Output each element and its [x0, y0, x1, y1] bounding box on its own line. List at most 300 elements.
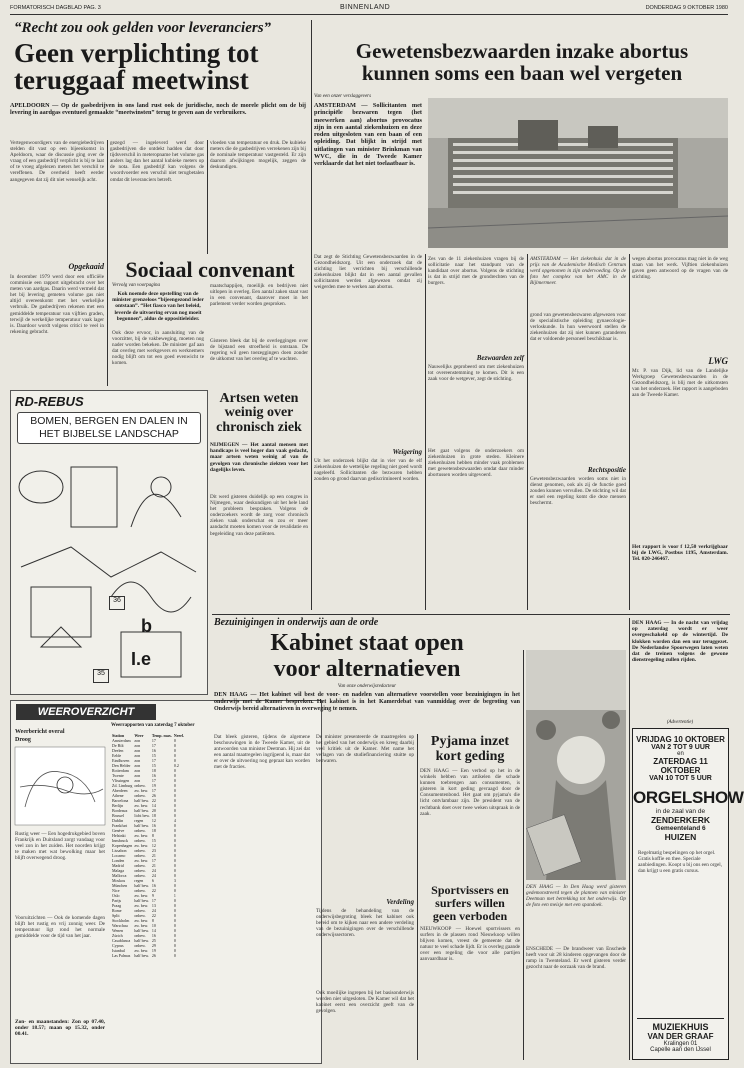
demonstration-caption: DEN HAAG — In Den Haag werd gisteren gedemonstreerd tegen de plannen van minister Deetman met betrekking tot het onderwijs. Op de foto een meisje met een spandoek. — [526, 884, 626, 909]
weather-table-cell: onbew. — [134, 873, 146, 878]
weather-table-cell: Nice — [112, 888, 120, 893]
weather-table-cell: 0 — [173, 738, 176, 743]
pyjama-body: DEN HAAG — Een verbod op het in de winkels hebben van artikelen die schade kunnen toebrengen aan consumenten, is gisteren in kort geding gevraagd door de Consumentenbond. Het gaat om pyjama's die licht ontvlambaar zijn. De president van de rechtbank doet over twee weken uitspraak in de zaak. — [420, 768, 520, 817]
weather-table-cell: 0 — [173, 923, 176, 928]
weather-table-cell: 0 — [173, 758, 176, 763]
advert-footer — [637, 1018, 724, 1053]
weather-table-column-header: Neerl. — [173, 733, 185, 738]
weather-table-cell: 9 — [151, 893, 154, 898]
lead-headline — [14, 40, 304, 94]
weather-table-cell: zw. bew. — [134, 843, 149, 848]
rebus-title: RD-REBUS — [15, 394, 84, 409]
weather-table-cell: 0 — [173, 773, 176, 778]
kabinet-lead: DEN HAAG — Het kabinet wil best de voor- en nadelen van alternatieve voorstellen voor bezuinigingen in het onderwijs met de Kamer bespreken. Het kabinet is in het Kamerdebat van vanmiddag over de begroting van Onderwijs bereid alternatieven in overweging te nemen. — [214, 692, 520, 712]
rebus-letters: I.e — [131, 649, 152, 669]
weather-table-cell: Deelen — [112, 748, 124, 753]
weather-table-cell: Rome — [112, 908, 122, 913]
weather-table-cell: Malaga — [112, 868, 124, 873]
abortus-photo-caption: AMSTERDAM — Het ziekenhuis dat in de prijs van de Academische Medisch Centrum werd opgenomen in zijn ondervoeding. Op de foto het complex van het AMC in de Bijlmermeer. — [530, 256, 626, 287]
weather-table-cell: 0 — [173, 828, 176, 833]
weather-table-cell: zw. bew. — [134, 803, 149, 808]
advert-line: in de zaal van de — [655, 808, 706, 815]
rebus-drawing — [11, 447, 205, 687]
weather-table-cell: 8 — [151, 833, 154, 838]
lead-body-col-1: Vertegenwoordigers van de energiebedrijven stelden dit vast op een bijeenkomst in Apeldoorn, waar de discussie ging over de vraag of een gasbedrijf verplicht is bij te laat of te vroeg afgelezen meters het verschil te vereffenen. De overheid heeft eerder aangegeven dat zij dit niet wenselijk acht. — [10, 140, 104, 183]
weather-table-cell: zon — [134, 738, 141, 743]
weather-table-cell: 16 — [151, 883, 156, 888]
weather-table-cell: onbew. — [134, 853, 146, 858]
lead-kicker: “Recht zou ook gelden voor leveranciers” — [14, 20, 272, 36]
advert-line: HUIZEN — [664, 832, 697, 842]
weather-table-cell: Amsterdam — [112, 738, 131, 743]
weather-table-cell: 0 — [173, 868, 176, 873]
weather-table-column-header: Station — [112, 733, 125, 738]
weather-table-cell: 17 — [151, 743, 156, 748]
abortus-headline-line-2: kunnen soms een baan wel vergeten — [361, 61, 683, 85]
weather-table-cell: 0 — [173, 938, 176, 943]
weather-table-cell: 0 — [173, 748, 176, 753]
weather-table-cell: 12 — [151, 843, 156, 848]
abortus-body-9: Mr. P. van Dijk, lid van de Landelijke Werkgroep Gewetensbezwaarden in de Gezondheidszorg, is blij met de uitkomsten van het onderzoek. Het rapport is aangeboden aan de Tweede Kamer. — [632, 368, 728, 399]
weather-table-cell: Vlissingen — [112, 778, 130, 783]
weather-table-cell: Innsbruck — [112, 838, 128, 843]
abortus-headline-line-1: Gewetensbezwaarden inzake abortus — [355, 39, 689, 63]
weather-table-cell: onbew. — [134, 828, 146, 833]
weather-table-cell: zon — [134, 773, 141, 778]
small-news-body: DEN HAAG — In de nacht van vrijdag op zaterdag wordt er weer overgeschakeld op de wintertijd. De klokken worden dan een uur teruggezet. De Nederlandse Spoorwegen laten weten dat de treinen volgens de gewone dienstregeling zullen rijden. — [632, 620, 728, 664]
weather-table-cell: 0 — [173, 953, 176, 958]
weather-table — [111, 733, 185, 958]
weather-table-cell: Split — [112, 913, 120, 918]
weather-table-cell: zon — [134, 763, 141, 768]
weather-table-cell: half bew. — [134, 928, 149, 933]
weather-table-cell: Barcelona — [112, 798, 129, 803]
weather-table-cell: 16 — [151, 748, 156, 753]
weather-table-cell: Oslo — [112, 893, 120, 898]
weather-table-cell: 0 — [173, 928, 176, 933]
weather-table-cell: 0 — [173, 933, 176, 938]
weather-table-cell: 17 — [151, 738, 156, 743]
weather-table-cell: 18 — [151, 828, 156, 833]
weather-table-cell: 6 — [151, 878, 154, 883]
weather-table-cell: half bew. — [134, 883, 149, 888]
weather-table-cell: 26 — [151, 953, 156, 958]
rebus-number: 35 — [93, 669, 109, 683]
weather-table-cell: zw. bew. — [134, 948, 149, 953]
abortus-body-1: Dat zegt de Stichting Gewetensbezwaarden in de Gezondheidszorg. Uit een onderzoek dat de stichting liet verrichten bij verschillende ziekenhuizen blijkt dat in een aantal gevallen sollicitanten werden afgewezen omdat zij weigerden mee te werken aan abortus. — [314, 254, 422, 291]
section-divider — [212, 614, 730, 615]
weather-table-cell: 21 — [151, 853, 156, 858]
weather-table-cell: 15 — [151, 753, 156, 758]
advert-footer-line: MUZIEKHUIS — [652, 1022, 709, 1032]
abortus-body-5: wegen abortus provocatus mag niet in de weg staan van het werk. Vijftien ziekenhuizen gaven geen antwoord op de vragen van de stichting. — [632, 256, 728, 281]
column-rule — [523, 650, 524, 1060]
artsen-headline — [210, 392, 308, 435]
enschede-body: ENSCHEDE — De brandweer van Enschede heeft voor uit 28 kinderen opgevangen door de ramp in Twenteland. Er werd gisteren verder gezocht naar de oorzaak van de brand. — [526, 946, 626, 971]
weather-table-cell: 0 — [173, 813, 176, 818]
weather-table-cell: Frankfurt — [112, 823, 128, 828]
sociaal-intro: Kok noemde deze opstelling van de minister grenzeloos “bijeengezond ieder ontstaan”. “Het fiasco van het beleid, leverde de uitvoering ervan nog moeit begonnen”, aldus de oppositieleider. — [112, 291, 204, 322]
weather-table-cell: Zd. Limburg — [112, 783, 133, 788]
column-rule — [207, 140, 208, 254]
weather-table-cell: 1 — [173, 893, 176, 898]
weather-table-cell: Athene — [112, 793, 124, 798]
column-rule — [417, 734, 418, 1060]
weather-table-heading: Weerrapporten van zaterdag 7 oktober — [111, 723, 195, 728]
weather-table-cell: zw. bew. — [134, 788, 149, 793]
weather-table-cell: onbew. — [134, 888, 146, 893]
sociaal-body-col-3: Gisteren bleek dat bij de overleggingen over de bijstand een stroefheid is ontstaan. De regering wil geen toezeggingen doen zonder de uitkomst van het overleg af te wachten. — [210, 338, 308, 363]
masthead-date: DONDERDAG 9 OKTOBER 1980 — [645, 5, 728, 11]
weather-table-cell: Mallorca — [112, 873, 127, 878]
weather-table-cell: Londen — [112, 858, 125, 863]
weather-table-cell: 18 — [151, 813, 156, 818]
weather-table-cell: 0 — [173, 863, 176, 868]
sociaal-headline: Sociaal convenant — [125, 257, 295, 282]
hospital-photo-image — [428, 98, 728, 248]
weather-table-cell: Aberdeen — [112, 788, 128, 793]
column-rule — [425, 254, 426, 610]
advert-line: VAN 2 TOT 9 UUR — [651, 744, 710, 751]
weather-table-cell: 26 — [151, 793, 156, 798]
demonstration-photo-image — [526, 650, 626, 880]
weather-table-cell: 15 — [151, 763, 156, 768]
sport-headline-line-2: surfers willen — [435, 896, 505, 910]
masthead-section: BINNENLAND — [340, 4, 391, 11]
weather-table-cell: onbew. — [134, 868, 146, 873]
weather-table-cell: 29 — [151, 943, 156, 948]
weather-table-cell: Las Palmas — [112, 953, 131, 958]
weather-table-cell: 14 — [151, 803, 156, 808]
hospital-photo — [428, 98, 728, 248]
weather-text-2: Vooruitzichten — Ook de komende dagen blijft het rustig en vrij zonnig weer. De temperatuur ligt rond het normale gemiddelde voor de tijd van het jaar. — [15, 915, 105, 940]
weather-table-cell: 0 — [173, 858, 176, 863]
weather-table-cell: Den Helder — [112, 763, 131, 768]
weather-table-cell: Moskou — [112, 878, 126, 883]
weather-table-cell: 0 — [173, 903, 176, 908]
column-rule — [629, 618, 630, 1060]
column-rule — [311, 20, 312, 610]
weather-table-cell: Istanbul — [112, 948, 125, 953]
weather-table-cell: 17 — [151, 778, 156, 783]
weather-left-sub: Droog — [15, 737, 31, 743]
weather-table-cell: 10 — [151, 923, 156, 928]
weather-table-cell: 8 — [151, 918, 154, 923]
weather-table-cell: zw. bew. — [134, 893, 149, 898]
kabinet-body-3: Tijdens de behandeling van de onderwijsbegroting bleek het kabinet ook bereid om te kijken naar een andere verdeling van de bezuinigingen over de verschillende onderwijssectoren. — [316, 908, 414, 939]
abortus-crosshead-weigering: Weigering — [392, 448, 422, 456]
advert-line: ZENDERKERK — [650, 815, 711, 825]
weather-table-cell: Lissabon — [112, 848, 127, 853]
weather-table-cell: Casablanca — [112, 938, 131, 943]
weather-table-cell: Eelde — [112, 753, 122, 758]
lead-body-col-2: gezegd — ingeleverd werd door gasbedrijven die ontdekt hadden dat door tijdsverschil in meteropname het volume gas anders lag dan het aantal kubieke meters op de nota. Een gasbedrijf kan volgens de woordvoerder een verschil niet terugbetalen omdat dit leveranciers betreft. — [110, 140, 204, 183]
weather-table-cell: 0 — [173, 948, 176, 953]
weather-title: WEEROVERZICHT — [16, 704, 156, 720]
abortus-crosshead-lwg: LWG — [708, 356, 728, 366]
weather-table-cell: 0 — [173, 768, 176, 773]
weather-table-cell: regen — [134, 818, 144, 823]
weather-table-cell: Rotterdam — [112, 768, 129, 773]
weather-table-cell: 0 — [173, 943, 176, 948]
weather-table-cell: 0 — [173, 808, 176, 813]
sport-headline-line-1: Sportvissers en — [431, 883, 509, 897]
artsen-headline-line-1: Artsen weten — [219, 391, 299, 406]
weather-table-cell: 0 — [173, 913, 176, 918]
weather-table-cell: zon — [134, 748, 141, 753]
sociaal-body-col-2: maatschappijen, moeilijk en bedrijven niet uitlopen in overleg. Een aantal zaken staat vast in een convenant, daarover moet in het parlement verder worden gesproken. — [210, 283, 308, 308]
abortus-lead: AMSTERDAM — Sollicitanten met principiële bezwaren tegen (het meewerken aan) abortus provocatus zijn in een aantal ziekenhuizen en deze roden uitgesloten van een baan of een opleiding. Dat blijkt in strijd met uitlatingen van minister Brinkman van WVC, die in de Tweede Kamer verklaarde dat het niet toelaatbaar is. — [314, 102, 422, 168]
weather-table-cell: 0 — [173, 788, 176, 793]
weather-table-cell: Zürich — [112, 933, 123, 938]
weather-table-cell: 0 — [173, 783, 176, 788]
abortus-footer: Het rapport is voor f 12,50 verkrijgbaar bij de LWG, Postbus 1195, Amsterdam. Tel. 020-246467. — [632, 544, 728, 563]
opgekaaid-body: In december 1979 werd door een officiële commissie een rapport uitgebracht over het meten van aardgas. Daarin werd vermeld dat het bij levering gemeten volume gas niet altijd overeenkomt met het werkelijke verbruik. De gasbedrijven rekenen met een gemiddelde temperatuur van vijftien graden, terwijl de werkelijke temperatuur vaak lager is. Daardoor wordt volgens critici te veel in rekening gebracht. — [10, 274, 104, 335]
weather-table-cell: Parijs — [112, 898, 122, 903]
weather-table-cell: 25 — [151, 938, 156, 943]
weather-table-cell: 19 — [151, 783, 156, 788]
weather-table-cell: half bew. — [134, 823, 149, 828]
weather-table-cell: 15 — [151, 838, 156, 843]
abortus-body-2: Zes van de 11 ziekenhuizen vragen bij de sollicitatie naar het standpunt van de kandidaat over abortus. Volgens de stichting is dat in strijd met de grondrechten van de burgers. — [428, 256, 524, 287]
masthead — [10, 4, 728, 15]
weather-table-body — [111, 738, 185, 958]
weather-text-1: Rustig weer — Een hogedrukgebied boven Frankrijk en Duitsland zorgt vandaag voor veel zon in het zuiden. Het noorden krijgt te maken met wat bewolking maar het blijft overwegend droog. — [15, 831, 105, 862]
weather-table-cell: 17 — [151, 758, 156, 763]
weather-table-cell: zon — [134, 778, 141, 783]
weather-table-cell: 0 — [173, 918, 176, 923]
kabinet-headline — [214, 630, 520, 682]
sport-headline — [420, 884, 520, 923]
rebus-letters: b — [141, 616, 152, 636]
weather-table-cell: 0 — [173, 823, 176, 828]
weather-table-cell: 22 — [151, 888, 156, 893]
weather-table-cell: Stockholm — [112, 918, 130, 923]
weather-table-cell: 12 — [151, 818, 156, 823]
weather-table-cell: 0 — [173, 798, 176, 803]
column-rule — [527, 254, 528, 610]
weather-table-cell: zw. bew. — [134, 923, 149, 928]
weather-table-cell: Dublin — [112, 818, 124, 823]
weather-table-cell: 0 — [173, 743, 176, 748]
weather-table-cell: onbew. — [134, 933, 146, 938]
weather-table-cell: 0 — [173, 898, 176, 903]
weather-table-cell: onbew. — [134, 943, 146, 948]
kabinet-body-4: Ook moeilijke ingrepen bij het basisonderwijs worden niet uitgesloten. De Kamer wil dat het kabinet eerst een overzicht geeft van de gevolgen. — [316, 990, 414, 1015]
column-rule — [629, 254, 630, 610]
abortus-body-3: Het gaat volgens de onderzoekers om ziekenhuizen in grote steden. Kleinere ziekenhuizen hebben minder vaak problemen met gewetensbezwaarden omdat daar minder abortussen worden uitgevoerd. — [428, 448, 524, 479]
kabinet-headline-line-1: Kabinet staat open — [270, 630, 464, 656]
weather-table-cell: half bew. — [134, 898, 149, 903]
advert-body: Regelmatig bespelingen op het orgel. Gratis koffie en thee. Speciale aanbiedingen. Koopt u bij ons een orgel, dan krijgt u een gratis cursus. — [638, 850, 723, 875]
weather-table-cell: 3 — [173, 878, 176, 883]
weather-table-cell: 24 — [151, 868, 156, 873]
weather-table-cell: licht bew. — [134, 813, 150, 818]
weather-table-cell: zon — [134, 758, 141, 763]
weather-table-cell: 17 — [151, 898, 156, 903]
abortus-body-8: Gewetensbezwaarden worden soms niet in dienst genomen, ook als zij de functie goed zouden kunnen vervullen. De stichting wil dat er snel een regeling komt die deze mensen beschermt. — [530, 476, 626, 507]
weather-table-cell: 24 — [151, 908, 156, 913]
weather-table-cell: zw. bew. — [134, 918, 149, 923]
weather-table-cell: Helsinki — [112, 833, 126, 838]
kabinet-body-1: Dat bleek gisteren, tijdens de algemene beschouwingen in de Tweede Kamer, uit de antwoorden van minister Deetman. Hij zei dat een aantal maatregelen ingrijpend is, maar dat er over de uitvoering nog gepraat kan worden met de fracties. — [214, 734, 310, 771]
weather-table-cell: half bew. — [134, 798, 149, 803]
advert-line: VRIJDAG 10 OKTOBER — [636, 735, 725, 744]
advert-line: VAN 10 TOT 5 UUR — [649, 775, 712, 782]
advert-line: Gemeenteland 6 — [655, 825, 706, 832]
column-rule — [107, 140, 108, 386]
kabinet-kicker: Bezuinigingen in onderwijs aan de orde — [214, 617, 379, 628]
pyjama-headline — [420, 734, 520, 764]
weather-table-cell: onbew. — [134, 783, 146, 788]
opgekaaid-crosshead: Opgekaaid — [68, 262, 104, 271]
weather-table-cell: onbew. — [134, 838, 146, 843]
weather-table-cell: 0 — [173, 833, 176, 838]
weather-table-cell: 18 — [151, 768, 156, 773]
artsen-lead: NIJMEGEN — Het aantal mensen met handicaps is veel hoger dan vaak gedacht, maar artsen weten weinig af van de gevolgen van chronische ziekten voor het dagelijks leven. — [210, 442, 308, 473]
weather-table-cell: zon — [134, 743, 141, 748]
abortus-headline — [314, 40, 730, 84]
weather-table-cell: onbew. — [134, 908, 146, 913]
lead-headline-line-1: Geen verplichting tot — [14, 38, 259, 68]
weather-table-cell: 16 — [151, 823, 156, 828]
weather-table-cell: 14 — [151, 928, 156, 933]
weather-table-cell: 0 — [173, 793, 176, 798]
abortus-crosshead-bezwaarden: Bezwaarden zelf — [476, 354, 524, 362]
weather-left-heading: Weerbericht overal — [15, 729, 65, 735]
weather-table-cell: 0 — [173, 888, 176, 893]
weather-table-cell: 16 — [151, 933, 156, 938]
weather-table-cell: Bordeaux — [112, 808, 128, 813]
weather-table-cell: half bew. — [134, 938, 149, 943]
weather-table-cell: 24 — [151, 873, 156, 878]
weather-table-cell: 0 — [173, 753, 176, 758]
weather-table-cell: 0 — [173, 853, 176, 858]
weather-table-cell: onbew. — [134, 863, 146, 868]
advert-big-title: ORGELSHOW — [633, 788, 744, 807]
weather-table-cell: Locarno — [112, 853, 126, 858]
sociaal-body-col-1: Ook deze ervoor, in aansluiting van de voorzitter, bij de vakbeweging, moeten nog nader worden bekeken. De minister gaf aan dat overleg met werkgevers en werknemers nodig blijft om tot een goed evenwicht te komen. — [112, 330, 204, 367]
weather-table-column-header: Temp. max. — [151, 733, 172, 738]
weather-table-cell: 0 — [173, 848, 176, 853]
weather-table-cell: zw. bew. — [134, 858, 149, 863]
weather-table-cell: 20 — [151, 808, 156, 813]
sociaal-kicker: Vervolg van voorpagina — [112, 283, 161, 288]
kabinet-byline: Van onze onderwijsredacteur — [337, 684, 397, 689]
masthead-left: FORMATORISCH DAGBLAD PAG. 3 — [10, 5, 101, 11]
weather-table-cell: half bew. — [134, 808, 149, 813]
pyjama-headline-line-2: kort geding — [435, 749, 505, 764]
weather-table-cell: 17 — [151, 858, 156, 863]
weather-table-cell: 0 — [173, 838, 176, 843]
weather-table-cell: Berlijn — [112, 803, 124, 808]
orgelshow-advert — [632, 728, 744, 1060]
sport-headline-line-3: geen verboden — [432, 909, 508, 923]
weather-table-cell: 0 — [173, 843, 176, 848]
rebus-banner — [17, 412, 201, 444]
weather-table-cell: 0 — [173, 883, 176, 888]
weather-text-3: Zon- en maanstanden: Zon op 07.40, onder 18.57; maan op 15.32, onder 00.41. — [15, 1019, 105, 1038]
pyjama-headline-line-1: Pyjama inzet — [430, 734, 510, 749]
weather-table-cell: 4 — [173, 818, 176, 823]
weather-table-cell: 19 — [151, 948, 156, 953]
weather-table-cell: 0 — [173, 803, 176, 808]
weather-map — [15, 747, 105, 825]
artsen-headline-line-3: chronisch ziek — [216, 419, 302, 435]
artsen-headline-line-2: weinig over — [224, 405, 294, 421]
weather-table-cell: onbew. — [134, 848, 146, 853]
abortus-crosshead-rechtspositie: Rechtspositie — [587, 466, 626, 474]
kabinet-body-2: De minister presenteerde de maatregelen op het gebied van het onderwijs en kreeg daarbij veel kritiek uit de Kamer. Met name het verlagen van de studiefinanciering stuitte op bezwaren. — [316, 734, 414, 765]
weather-table-cell: Madrid — [112, 863, 124, 868]
advert-footer-line: Capelle aan den IJssel — [650, 1047, 711, 1053]
weather-table-cell: 23 — [151, 848, 156, 853]
weather-table-cell: 0.2 — [173, 763, 179, 768]
weather-table-cell: De Bilt — [112, 743, 124, 748]
weather-table-cell: onbew. — [134, 793, 146, 798]
weather-table-cell: Kopenhagen — [112, 843, 133, 848]
weather-table-cell: zw. bew. — [134, 903, 149, 908]
rebus-number: 36 — [109, 596, 125, 610]
weather-table-cell: Genève — [112, 828, 125, 833]
weather-table-cell: 17 — [151, 788, 156, 793]
weather-table-cell: zw. bew. — [134, 833, 149, 838]
weather-table-cell: Cyprus — [112, 943, 124, 948]
weather-table-cell: 21 — [151, 863, 156, 868]
advert-footer-line: VAN DER GRAAF — [647, 1032, 714, 1041]
weather-table-cell: Twente — [112, 773, 124, 778]
weather-table-cell: 16 — [151, 773, 156, 778]
artsen-body: Dit werd gisteren duidelijk op een congres in Nijmegen, waar deskundigen uit het hele land het probleem bespraken. Volgens de onderzoekers wordt de zorg voor chronisch zieken vaak onderschat en zou er meer aandacht moeten komen voor de revalidatie en begeleiding van deze patiënten. — [210, 494, 308, 537]
demonstration-photo — [526, 650, 626, 880]
weather-table-cell: 0 — [173, 778, 176, 783]
abortus-kicker: Van een onzer verslaggevers — [314, 94, 372, 99]
weather-table-cell: 22 — [151, 913, 156, 918]
lead-intro: APELDOORN — Op de gasbedrijven in ons land rust ook de juridische, noch de morele plicht om de bij levering in aardgas eventueel gemaakte “meetwinsten” terug te geven aan de verbruikers. — [10, 102, 306, 117]
sport-body: NIEUWKOOP — Hoewel sportvissers en surfers in de plassen rond Nieuwkoop willen blijven komen, vreest de gemeente dat de natuur te veel schade lijdt. Er is overleg gaande over een regeling die voor alle partijen aanvaardbaar is. — [420, 926, 520, 963]
weather-table-cell: 0 — [173, 873, 176, 878]
advert-line: ZATERDAG 11 OKTOBER — [653, 757, 708, 775]
weather-table-row — [111, 953, 185, 958]
advert-footer-line: Kralingen 01 — [663, 1041, 698, 1047]
weather-table-cell: Warschau — [112, 923, 128, 928]
abortus-body-4: grond van gewetensbezwaren afgewezen voor de specialistische opleiding gynaecologie-verloskunde. In hun weerwoord stellen de ziekenhuizen dat zij niet kunnen garanderen dat er voldoende personeel beschikbaar is. — [530, 312, 626, 343]
kabinet-crosshead: Verdeling — [386, 898, 414, 906]
advert-label: (Advertentie) — [666, 720, 694, 725]
weather-table-column-header: Weer — [134, 733, 144, 738]
weather-table-cell: half bew. — [134, 953, 149, 958]
weather-table-cell: Eindhoven — [112, 758, 130, 763]
lead-body-col-3: vloeden van temperatuur en druk. De kubieke meters die de gasbedrijven verrekenen zijn bij de nominale temperatuur vastgesteld. Er zijn daarom afwijkingen mogelijk, zeggen de deskundigen. — [210, 140, 306, 171]
weather-table-cell: regen — [134, 878, 144, 883]
weather-table-cell: 22 — [151, 798, 156, 803]
abortus-body-6: Nauwelijks geprobeerd om met ziekenhuizen tot overeenstemming te komen. Dit is een zaak voor de wetgever, zegt de stichting. — [428, 364, 524, 383]
weather-table-cell: 13 — [151, 903, 156, 908]
abortus-body-7: Uit het onderzoek blijkt dat in vier van de elf ziekenhuizen de wettelijke regeling niet goed wordt nageleefd. Sollicitanten die bezwaren hebben zouden op grond daarvan gediscrimineerd worden. — [314, 458, 422, 483]
weather-table-cell: Praag — [112, 903, 122, 908]
lead-headline-line-2: teruggaaf meetwinst — [14, 65, 249, 95]
kabinet-headline-line-2: voor alternatieven — [273, 656, 461, 682]
weather-table-cell: zon — [134, 768, 141, 773]
rebus-banner-text: BOMEN, BERGEN EN DALEN IN HET BIJBELSE LANDSCHAP — [30, 415, 188, 440]
weather-table-cell: Brussel — [112, 813, 124, 818]
advert-line: en — [677, 751, 684, 757]
weather-table-cell: 0 — [173, 908, 176, 913]
weather-table-cell: Wenen — [112, 928, 124, 933]
weather-table-cell: München — [112, 883, 128, 888]
weather-table-cell: onbew. — [134, 913, 146, 918]
rebus-box — [10, 390, 208, 695]
